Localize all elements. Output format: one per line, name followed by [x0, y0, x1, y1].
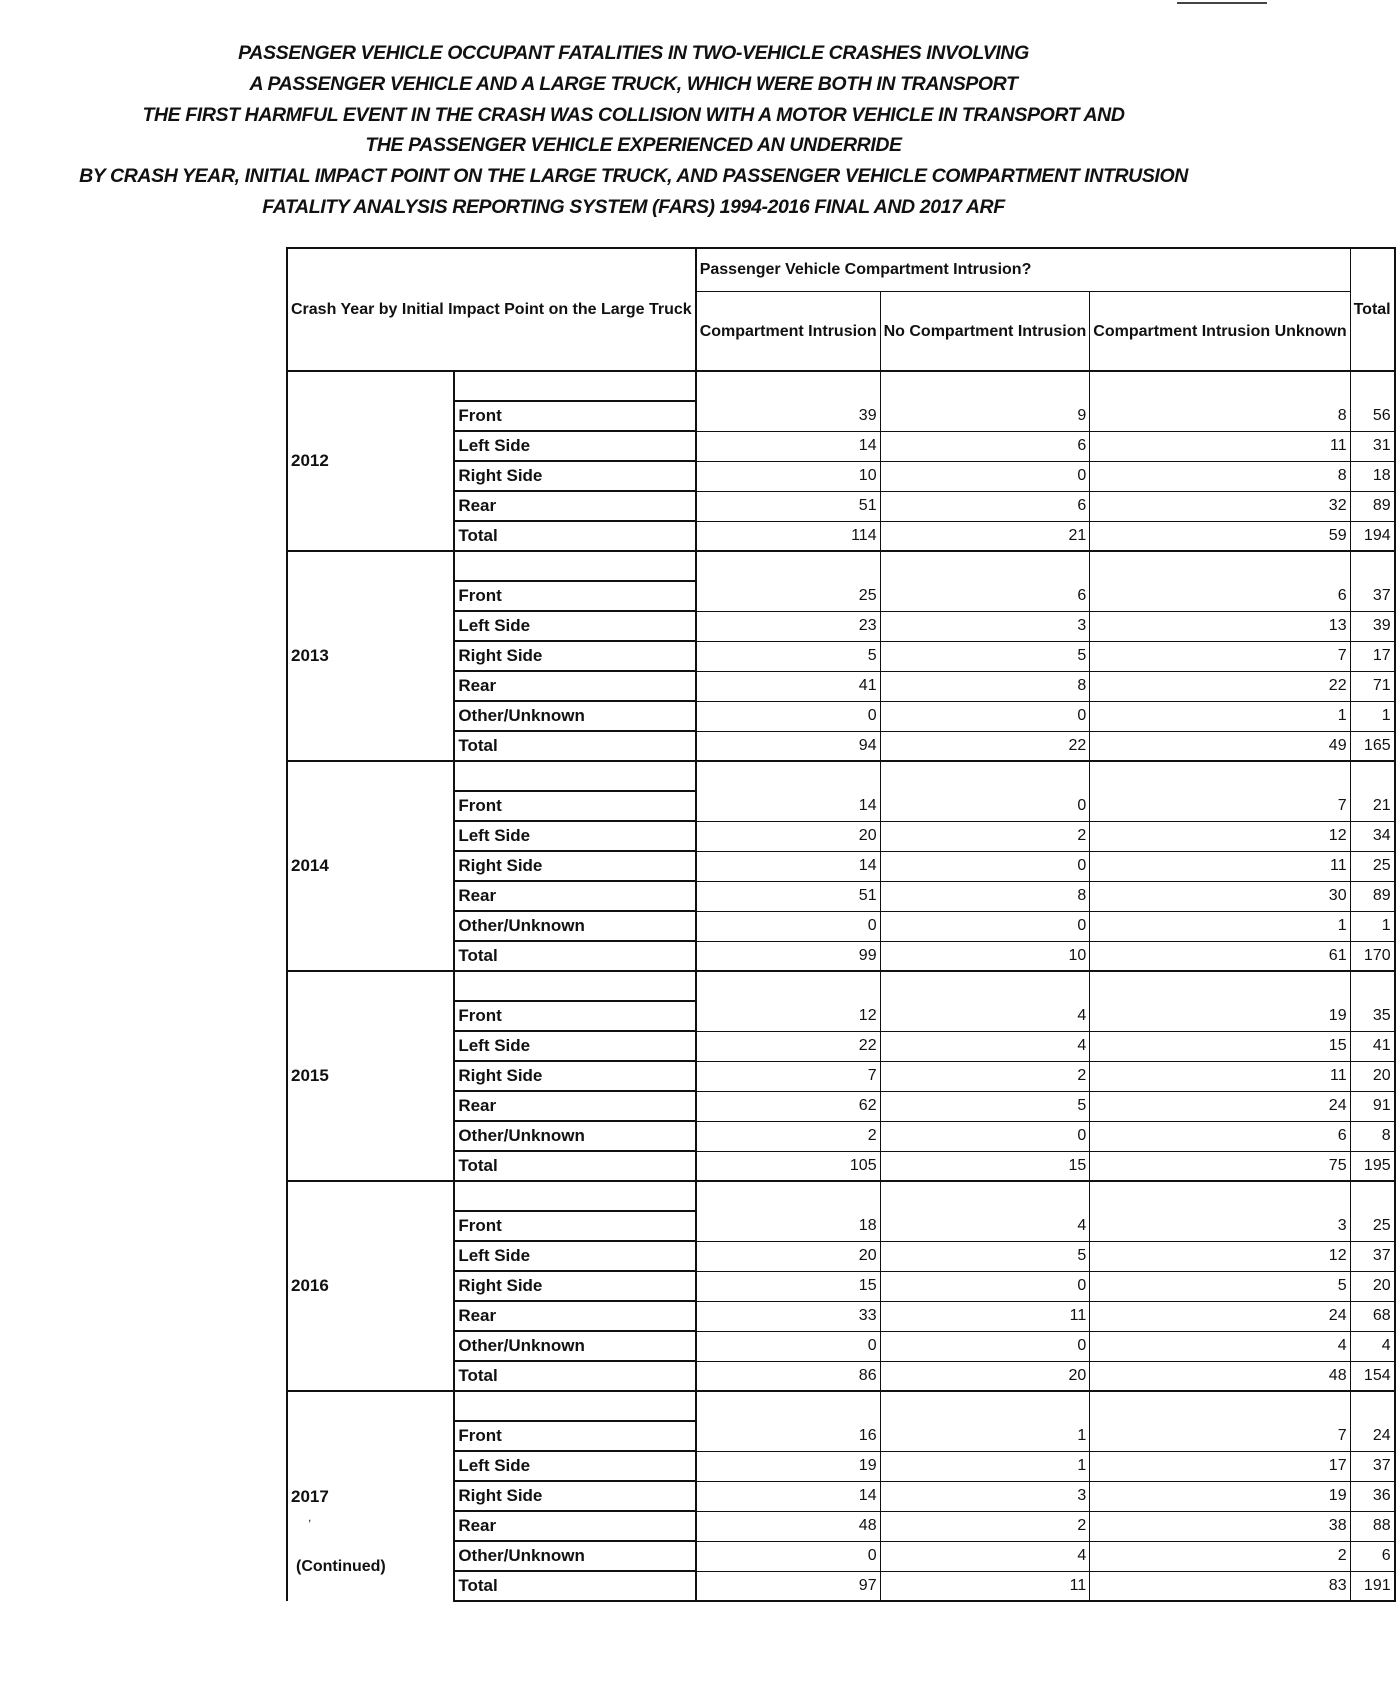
- no-intrusion-value: 6: [880, 491, 1090, 521]
- fatalities-table: [286, 247, 1396, 1602]
- year-label: 2016: [287, 1181, 454, 1391]
- no-intrusion-value: 5: [880, 1091, 1090, 1121]
- unknown-value: 24: [1090, 1301, 1350, 1331]
- intrusion-value: 62: [696, 1091, 880, 1121]
- unknown-value: 1: [1090, 911, 1350, 941]
- intrusion-value: 19: [696, 1451, 880, 1481]
- impact-point-label: Other/Unknown: [454, 911, 695, 941]
- intrusion-value: 12: [696, 1001, 880, 1031]
- impact-point-label: Total: [454, 521, 695, 551]
- intrusion-value: 51: [696, 881, 880, 911]
- impact-point-label: Front: [454, 581, 695, 611]
- total-value: 24: [1350, 1421, 1395, 1451]
- unknown-value: 38: [1090, 1511, 1350, 1541]
- no-intrusion-value: 0: [880, 791, 1090, 821]
- unknown-value: 11: [1090, 851, 1350, 881]
- no-intrusion-value: 4: [880, 1031, 1090, 1061]
- intrusion-value: 97: [696, 1571, 880, 1601]
- scan-edge-mark: [1177, 2, 1267, 4]
- blank-value-cell: [880, 1391, 1090, 1421]
- category-blank-cell: [454, 971, 695, 1001]
- unknown-value: 8: [1090, 461, 1350, 491]
- blank-value-cell: [696, 1391, 880, 1421]
- intrusion-value: 0: [696, 1541, 880, 1571]
- no-intrusion-value: 1: [880, 1421, 1090, 1451]
- unknown-value: 13: [1090, 611, 1350, 641]
- total-value: 6: [1350, 1541, 1395, 1571]
- unknown-value: 19: [1090, 1001, 1350, 1031]
- no-intrusion-value: 0: [880, 911, 1090, 941]
- unknown-value: 75: [1090, 1151, 1350, 1181]
- impact-point-label: Rear: [454, 1301, 695, 1331]
- total-value: 36: [1350, 1481, 1395, 1511]
- impact-point-label: Total: [454, 731, 695, 761]
- unknown-value: 11: [1090, 431, 1350, 461]
- intrusion-value: 99: [696, 941, 880, 971]
- intrusion-value: 33: [696, 1301, 880, 1331]
- intrusion-value: 20: [696, 1241, 880, 1271]
- intrusion-value: 15: [696, 1271, 880, 1301]
- intrusion-value: 114: [696, 521, 880, 551]
- no-intrusion-value: 0: [880, 851, 1090, 881]
- unknown-value: 11: [1090, 1061, 1350, 1091]
- year-label: 2013: [287, 551, 454, 761]
- table-header: [287, 248, 1395, 371]
- year-row: [287, 551, 1395, 581]
- category-blank-cell: [454, 551, 695, 581]
- impact-point-label: Left Side: [454, 821, 695, 851]
- year-label: 2015: [287, 971, 454, 1181]
- impact-point-label: Right Side: [454, 851, 695, 881]
- blank-value-cell: [696, 761, 880, 791]
- intrusion-value: 14: [696, 851, 880, 881]
- impact-point-label: Other/Unknown: [454, 1331, 695, 1361]
- no-intrusion-value: 3: [880, 1481, 1090, 1511]
- blank-value-cell: [1350, 1181, 1395, 1211]
- unknown-value: 83: [1090, 1571, 1350, 1601]
- unknown-value: 48: [1090, 1361, 1350, 1391]
- no-intrusion-value: 11: [880, 1301, 1090, 1331]
- year-label: 2014: [287, 761, 454, 971]
- no-intrusion-value: 20: [880, 1361, 1090, 1391]
- total-value: 4: [1350, 1331, 1395, 1361]
- total-value: 31: [1350, 431, 1395, 461]
- unknown-value: 22: [1090, 671, 1350, 701]
- unknown-value: 59: [1090, 521, 1350, 551]
- intrusion-value: 39: [696, 401, 880, 431]
- total-value: 56: [1350, 401, 1395, 431]
- total-value: 154: [1350, 1361, 1395, 1391]
- title-line: A PASSENGER VEHICLE AND A LARGE TRUCK, WHICH WERE BOTH IN TRANSPORT: [249, 72, 1018, 95]
- blank-value-cell: [1350, 761, 1395, 791]
- no-intrusion-value: 0: [880, 1331, 1090, 1361]
- total-value: 25: [1350, 851, 1395, 881]
- unknown-value: 3: [1090, 1211, 1350, 1241]
- column-header-no-intrusion: No Compartment Intrusion: [880, 292, 1090, 372]
- unknown-value: 30: [1090, 881, 1350, 911]
- no-intrusion-value: 10: [880, 941, 1090, 971]
- intrusion-value: 20: [696, 821, 880, 851]
- blank-value-cell: [1090, 761, 1350, 791]
- total-value: 195: [1350, 1151, 1395, 1181]
- total-value: 20: [1350, 1061, 1395, 1091]
- intrusion-value: 0: [696, 701, 880, 731]
- category-blank-cell: [454, 761, 695, 791]
- no-intrusion-value: 9: [880, 401, 1090, 431]
- no-intrusion-value: 0: [880, 461, 1090, 491]
- impact-point-label: Left Side: [454, 1241, 695, 1271]
- no-intrusion-value: 0: [880, 1271, 1090, 1301]
- impact-point-label: Right Side: [454, 1271, 695, 1301]
- no-intrusion-value: 8: [880, 671, 1090, 701]
- impact-point-label: Rear: [454, 1091, 695, 1121]
- impact-point-label: Total: [454, 941, 695, 971]
- total-value: 89: [1350, 881, 1395, 911]
- intrusion-value: 18: [696, 1211, 880, 1241]
- category-blank-cell: [454, 371, 695, 401]
- impact-point-label: Other/Unknown: [454, 1541, 695, 1571]
- impact-point-label: Rear: [454, 491, 695, 521]
- intrusion-value: 41: [696, 671, 880, 701]
- unknown-value: 12: [1090, 821, 1350, 851]
- year-label: 2017: [287, 1391, 454, 1601]
- intrusion-value: 14: [696, 791, 880, 821]
- total-value: 191: [1350, 1571, 1395, 1601]
- total-value: 21: [1350, 791, 1395, 821]
- blank-value-cell: [880, 551, 1090, 581]
- no-intrusion-value: 4: [880, 1001, 1090, 1031]
- total-value: 17: [1350, 641, 1395, 671]
- unknown-value: 6: [1090, 581, 1350, 611]
- no-intrusion-value: 3: [880, 611, 1090, 641]
- year-row: [287, 1391, 1395, 1421]
- no-intrusion-value: 4: [880, 1211, 1090, 1241]
- scan-mark: ,: [308, 1510, 312, 1524]
- intrusion-value: 14: [696, 1481, 880, 1511]
- intrusion-value: 22: [696, 1031, 880, 1061]
- intrusion-value: 25: [696, 581, 880, 611]
- intrusion-value: 14: [696, 431, 880, 461]
- no-intrusion-value: 6: [880, 581, 1090, 611]
- no-intrusion-value: 1: [880, 1451, 1090, 1481]
- total-value: 25: [1350, 1211, 1395, 1241]
- no-intrusion-value: 21: [880, 521, 1090, 551]
- total-value: 89: [1350, 491, 1395, 521]
- total-value: 37: [1350, 581, 1395, 611]
- total-value: 88: [1350, 1511, 1395, 1541]
- table-body: [287, 371, 1395, 1601]
- impact-point-label: Other/Unknown: [454, 701, 695, 731]
- no-intrusion-value: 0: [880, 1121, 1090, 1151]
- total-value: 41: [1350, 1031, 1395, 1061]
- continued-note: (Continued): [296, 1558, 386, 1575]
- group-header: Passenger Vehicle Compartment Intrusion?: [696, 248, 1350, 292]
- total-value: 37: [1350, 1241, 1395, 1271]
- unknown-value: 4: [1090, 1331, 1350, 1361]
- unknown-value: 61: [1090, 941, 1350, 971]
- impact-point-label: Total: [454, 1151, 695, 1181]
- impact-point-label: Rear: [454, 1511, 695, 1541]
- intrusion-value: 51: [696, 491, 880, 521]
- no-intrusion-value: 2: [880, 1061, 1090, 1091]
- blank-value-cell: [1350, 1391, 1395, 1421]
- blank-value-cell: [1090, 971, 1350, 1001]
- unknown-value: 6: [1090, 1121, 1350, 1151]
- title-line: PASSENGER VEHICLE OCCUPANT FATALITIES IN TWO-VEHICLE CRASHES INVOLVING: [238, 42, 1029, 64]
- unknown-value: 32: [1090, 491, 1350, 521]
- intrusion-value: 105: [696, 1151, 880, 1181]
- blank-value-cell: [880, 1181, 1090, 1211]
- total-value: 8: [1350, 1121, 1395, 1151]
- year-row: [287, 761, 1395, 791]
- total-value: 194: [1350, 521, 1395, 551]
- impact-point-label: Left Side: [454, 1031, 695, 1061]
- title-line: THE FIRST HARMFUL EVENT IN THE CRASH WAS COLLISION WITH A MOTOR VEHICLE IN TRANSPORT AND: [142, 103, 1125, 126]
- no-intrusion-value: 5: [880, 641, 1090, 671]
- blank-value-cell: [880, 371, 1090, 401]
- blank-value-cell: [1350, 971, 1395, 1001]
- intrusion-value: 23: [696, 611, 880, 641]
- blank-value-cell: [1090, 551, 1350, 581]
- unknown-value: 7: [1090, 1421, 1350, 1451]
- total-value: 1: [1350, 911, 1395, 941]
- category-blank-cell: [454, 1391, 695, 1421]
- impact-point-label: Right Side: [454, 1481, 695, 1511]
- no-intrusion-value: 15: [880, 1151, 1090, 1181]
- blank-value-cell: [696, 1181, 880, 1211]
- blank-value-cell: [1350, 551, 1395, 581]
- column-header-unknown: Compartment Intrusion Unknown: [1090, 292, 1350, 372]
- unknown-value: 1: [1090, 701, 1350, 731]
- impact-point-label: Total: [454, 1361, 695, 1391]
- no-intrusion-value: 6: [880, 431, 1090, 461]
- unknown-value: 8: [1090, 401, 1350, 431]
- total-value: 37: [1350, 1451, 1395, 1481]
- impact-point-label: Left Side: [454, 1451, 695, 1481]
- no-intrusion-value: 5: [880, 1241, 1090, 1271]
- impact-point-label: Front: [454, 791, 695, 821]
- unknown-value: 12: [1090, 1241, 1350, 1271]
- blank-value-cell: [880, 971, 1090, 1001]
- title-line: THE PASSENGER VEHICLE EXPERIENCED AN UNDERRIDE: [365, 134, 902, 157]
- unknown-value: 49: [1090, 731, 1350, 761]
- impact-point-label: Front: [454, 1001, 695, 1031]
- no-intrusion-value: 11: [880, 1571, 1090, 1601]
- total-column-header: Total: [1350, 248, 1395, 371]
- unknown-value: 5: [1090, 1271, 1350, 1301]
- total-value: 34: [1350, 821, 1395, 851]
- year-row: [287, 1181, 1395, 1211]
- document-title: [20, 38, 1247, 223]
- impact-point-label: Left Side: [454, 431, 695, 461]
- total-value: 20: [1350, 1271, 1395, 1301]
- blank-value-cell: [696, 551, 880, 581]
- unknown-value: 17: [1090, 1451, 1350, 1481]
- intrusion-value: 94: [696, 731, 880, 761]
- blank-value-cell: [696, 371, 880, 401]
- total-value: 18: [1350, 461, 1395, 491]
- intrusion-value: 0: [696, 911, 880, 941]
- impact-point-label: Left Side: [454, 611, 695, 641]
- intrusion-value: 5: [696, 641, 880, 671]
- impact-point-label: Rear: [454, 671, 695, 701]
- no-intrusion-value: 2: [880, 821, 1090, 851]
- total-value: 165: [1350, 731, 1395, 761]
- unknown-value: 7: [1090, 791, 1350, 821]
- intrusion-value: 16: [696, 1421, 880, 1451]
- year-row: [287, 971, 1395, 1001]
- impact-point-label: Front: [454, 1421, 695, 1451]
- no-intrusion-value: 4: [880, 1541, 1090, 1571]
- corner-header: Crash Year by Initial Impact Point on the Large Truck: [287, 248, 696, 371]
- impact-point-label: Right Side: [454, 461, 695, 491]
- impact-point-label: Front: [454, 1211, 695, 1241]
- total-value: 1: [1350, 701, 1395, 731]
- impact-point-label: Front: [454, 401, 695, 431]
- blank-value-cell: [1350, 371, 1395, 401]
- unknown-value: 2: [1090, 1541, 1350, 1571]
- intrusion-value: 7: [696, 1061, 880, 1091]
- column-header-intrusion: Compartment Intrusion: [696, 292, 880, 372]
- year-label: 2012: [287, 371, 454, 551]
- total-value: 39: [1350, 611, 1395, 641]
- no-intrusion-value: 2: [880, 1511, 1090, 1541]
- total-value: 68: [1350, 1301, 1395, 1331]
- intrusion-value: 0: [696, 1331, 880, 1361]
- impact-point-label: Total: [454, 1571, 695, 1601]
- unknown-value: 7: [1090, 641, 1350, 671]
- total-value: 170: [1350, 941, 1395, 971]
- unknown-value: 19: [1090, 1481, 1350, 1511]
- category-blank-cell: [454, 1181, 695, 1211]
- intrusion-value: 10: [696, 461, 880, 491]
- total-value: 35: [1350, 1001, 1395, 1031]
- unknown-value: 15: [1090, 1031, 1350, 1061]
- no-intrusion-value: 22: [880, 731, 1090, 761]
- impact-point-label: Rear: [454, 881, 695, 911]
- blank-value-cell: [1090, 1181, 1350, 1211]
- no-intrusion-value: 0: [880, 701, 1090, 731]
- impact-point-label: Other/Unknown: [454, 1121, 695, 1151]
- title-line: FATALITY ANALYSIS REPORTING SYSTEM (FARS) 1994-2016 FINAL AND 2017 ARF: [262, 195, 1005, 218]
- total-value: 71: [1350, 671, 1395, 701]
- year-row: [287, 371, 1395, 401]
- impact-point-label: Right Side: [454, 1061, 695, 1091]
- impact-point-label: Right Side: [454, 641, 695, 671]
- blank-value-cell: [696, 971, 880, 1001]
- intrusion-value: 48: [696, 1511, 880, 1541]
- no-intrusion-value: 8: [880, 881, 1090, 911]
- intrusion-value: 86: [696, 1361, 880, 1391]
- blank-value-cell: [1090, 1391, 1350, 1421]
- blank-value-cell: [1090, 371, 1350, 401]
- total-value: 91: [1350, 1091, 1395, 1121]
- intrusion-value: 2: [696, 1121, 880, 1151]
- title-line: BY CRASH YEAR, INITIAL IMPACT POINT ON THE LARGE TRUCK, AND PASSENGER VEHICLE COMPARTMENT INTRUSION: [79, 165, 1188, 188]
- blank-value-cell: [880, 761, 1090, 791]
- unknown-value: 24: [1090, 1091, 1350, 1121]
